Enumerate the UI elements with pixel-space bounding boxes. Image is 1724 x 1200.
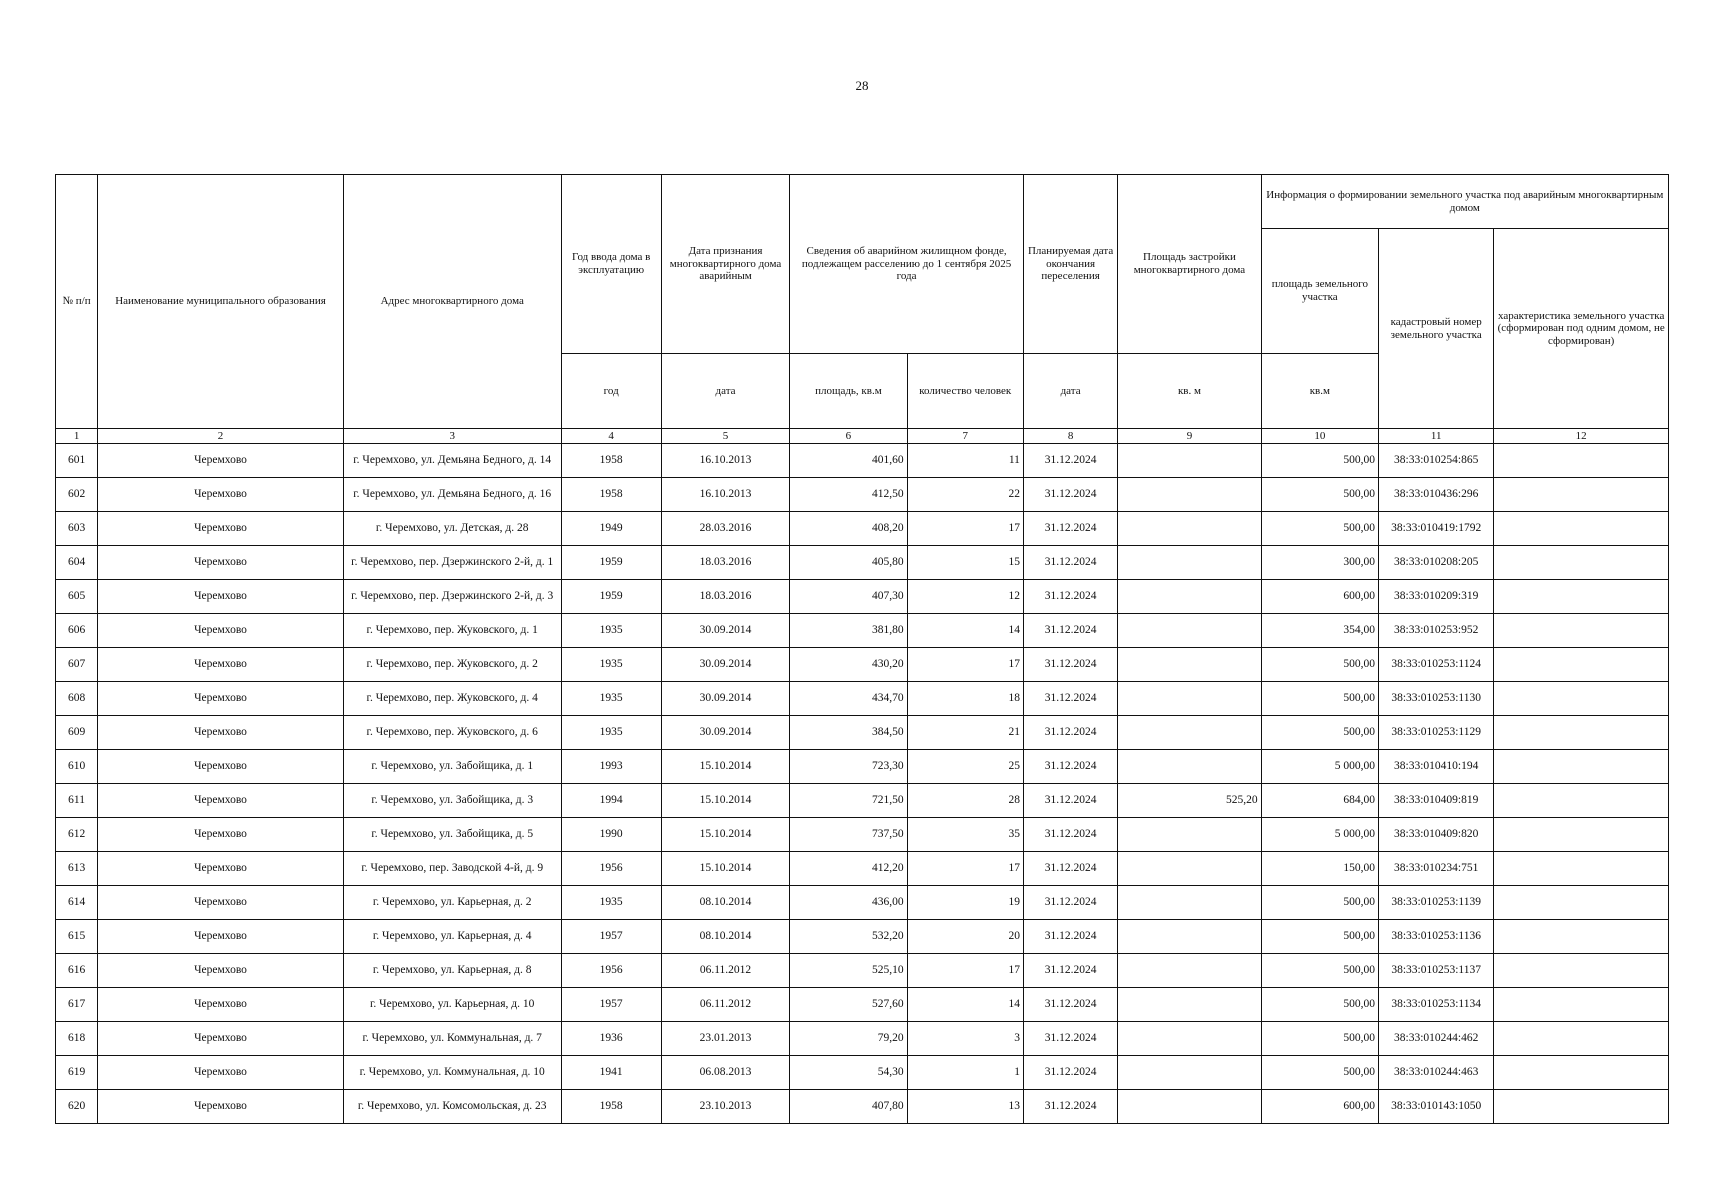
planned-date-cell: 31.12.2024	[1023, 954, 1117, 988]
cadastral-cell: 38:33:010253:1124	[1379, 648, 1494, 682]
area-cell: 412,50	[790, 478, 907, 512]
people-cell: 19	[907, 886, 1023, 920]
cadastral-cell: 38:33:010409:819	[1379, 784, 1494, 818]
row-number: 601	[56, 444, 98, 478]
header-num: № п/п	[56, 175, 98, 429]
row-number: 618	[56, 1022, 98, 1056]
land-char-cell	[1494, 512, 1669, 546]
address-cell: г. Черемхово, ул. Коммунальная, д. 7	[343, 1022, 561, 1056]
building-area-cell	[1118, 580, 1261, 614]
table-row	[56, 512, 1669, 546]
table-row	[56, 1022, 1669, 1056]
column-number: 8	[1023, 429, 1117, 444]
land-area-cell: 500,00	[1261, 954, 1378, 988]
people-cell: 1	[907, 1056, 1023, 1090]
land-area-cell: 354,00	[1261, 614, 1378, 648]
planned-date-cell: 31.12.2024	[1023, 1090, 1117, 1124]
planned-date-cell: 31.12.2024	[1023, 750, 1117, 784]
area-cell: 721,50	[790, 784, 907, 818]
date-cell: 23.01.2013	[661, 1022, 789, 1056]
building-area-cell	[1118, 1056, 1261, 1090]
area-cell: 436,00	[790, 886, 907, 920]
row-number: 610	[56, 750, 98, 784]
row-number: 615	[56, 920, 98, 954]
row-number: 611	[56, 784, 98, 818]
land-char-cell	[1494, 1022, 1669, 1056]
area-cell: 723,30	[790, 750, 907, 784]
municipality-cell: Черемхово	[98, 444, 344, 478]
municipality-cell: Черемхово	[98, 1022, 344, 1056]
land-char-cell	[1494, 682, 1669, 716]
people-cell: 11	[907, 444, 1023, 478]
land-area-cell: 600,00	[1261, 580, 1378, 614]
row-number: 614	[56, 886, 98, 920]
header-row-top	[56, 175, 1669, 229]
building-area-cell	[1118, 444, 1261, 478]
land-char-cell	[1494, 886, 1669, 920]
address-cell: г. Черемхово, пер. Заводской 4-й, д. 9	[343, 852, 561, 886]
unit-sqm: кв. м	[1118, 354, 1261, 429]
address-cell: г. Черемхово, ул. Карьерная, д. 8	[343, 954, 561, 988]
year-cell: 1956	[561, 954, 661, 988]
planned-date-cell: 31.12.2024	[1023, 478, 1117, 512]
municipality-cell: Черемхово	[98, 818, 344, 852]
people-cell: 15	[907, 546, 1023, 580]
planned-date-cell: 31.12.2024	[1023, 716, 1117, 750]
municipality-cell: Черемхово	[98, 750, 344, 784]
year-cell: 1957	[561, 988, 661, 1022]
land-area-cell: 600,00	[1261, 1090, 1378, 1124]
municipality-cell: Черемхово	[98, 580, 344, 614]
land-area-cell: 500,00	[1261, 716, 1378, 750]
area-cell: 527,60	[790, 988, 907, 1022]
column-number: 6	[790, 429, 907, 444]
land-char-cell	[1494, 716, 1669, 750]
land-char-cell	[1494, 920, 1669, 954]
year-cell: 1935	[561, 716, 661, 750]
planned-date-cell: 31.12.2024	[1023, 546, 1117, 580]
table-row	[56, 818, 1669, 852]
cadastral-cell: 38:33:010143:1050	[1379, 1090, 1494, 1124]
land-area-cell: 5 000,00	[1261, 818, 1378, 852]
address-cell: г. Черемхово, пер. Жуковского, д. 4	[343, 682, 561, 716]
year-cell: 1957	[561, 920, 661, 954]
area-cell: 79,20	[790, 1022, 907, 1056]
address-cell: г. Черемхово, пер. Жуковского, д. 2	[343, 648, 561, 682]
row-number: 607	[56, 648, 98, 682]
year-cell: 1941	[561, 1056, 661, 1090]
address-cell: г. Черемхово, ул. Демьяна Бедного, д. 16	[343, 478, 561, 512]
municipality-cell: Черемхово	[98, 852, 344, 886]
year-cell: 1959	[561, 580, 661, 614]
land-area-cell: 500,00	[1261, 1056, 1378, 1090]
area-cell: 407,30	[790, 580, 907, 614]
table-row	[56, 648, 1669, 682]
table-body	[56, 444, 1669, 1124]
building-area-cell	[1118, 546, 1261, 580]
land-area-cell: 500,00	[1261, 1022, 1378, 1056]
unit-date: дата	[661, 354, 789, 429]
table-row	[56, 954, 1669, 988]
land-area-cell: 684,00	[1261, 784, 1378, 818]
year-cell: 1935	[561, 614, 661, 648]
table-row	[56, 920, 1669, 954]
column-number: 2	[98, 429, 344, 444]
land-char-cell	[1494, 614, 1669, 648]
people-cell: 17	[907, 648, 1023, 682]
address-cell: г. Черемхово, ул. Забойщика, д. 1	[343, 750, 561, 784]
address-cell: г. Черемхово, пер. Дзержинского 2-й, д. 3	[343, 580, 561, 614]
date-cell: 30.09.2014	[661, 682, 789, 716]
municipality-cell: Черемхово	[98, 546, 344, 580]
header-land-area: площадь земельного участка	[1261, 229, 1378, 354]
row-number: 608	[56, 682, 98, 716]
people-cell: 14	[907, 614, 1023, 648]
planned-date-cell: 31.12.2024	[1023, 648, 1117, 682]
people-cell: 21	[907, 716, 1023, 750]
people-cell: 17	[907, 954, 1023, 988]
address-cell: г. Черемхово, ул. Забойщика, д. 5	[343, 818, 561, 852]
year-cell: 1935	[561, 682, 661, 716]
date-cell: 30.09.2014	[661, 716, 789, 750]
planned-date-cell: 31.12.2024	[1023, 580, 1117, 614]
land-char-cell	[1494, 818, 1669, 852]
building-area-cell	[1118, 682, 1261, 716]
area-cell: 525,10	[790, 954, 907, 988]
table-row	[56, 580, 1669, 614]
land-area-cell: 500,00	[1261, 512, 1378, 546]
municipality-cell: Черемхово	[98, 716, 344, 750]
municipality-cell: Черемхово	[98, 648, 344, 682]
row-number: 612	[56, 818, 98, 852]
area-cell: 434,70	[790, 682, 907, 716]
area-cell: 737,50	[790, 818, 907, 852]
area-cell: 532,20	[790, 920, 907, 954]
people-cell: 3	[907, 1022, 1023, 1056]
cadastral-cell: 38:33:010208:205	[1379, 546, 1494, 580]
row-number: 620	[56, 1090, 98, 1124]
header-land-info: Информация о формировании земельного участка под аварийным многоквартирным домом	[1261, 175, 1668, 229]
land-area-cell: 500,00	[1261, 920, 1378, 954]
year-cell: 1935	[561, 648, 661, 682]
planned-date-cell: 31.12.2024	[1023, 818, 1117, 852]
cadastral-cell: 38:33:010253:1134	[1379, 988, 1494, 1022]
planned-date-cell: 31.12.2024	[1023, 852, 1117, 886]
row-number: 609	[56, 716, 98, 750]
land-char-cell	[1494, 1090, 1669, 1124]
municipality-cell: Черемхово	[98, 1090, 344, 1124]
table-row	[56, 784, 1669, 818]
row-number: 606	[56, 614, 98, 648]
year-cell: 1958	[561, 444, 661, 478]
year-cell: 1935	[561, 886, 661, 920]
header-land-char: характеристика земельного участка (сформирован под одним домом, не сформирован)	[1494, 229, 1669, 429]
people-cell: 12	[907, 580, 1023, 614]
address-cell: г. Черемхово, пер. Жуковского, д. 1	[343, 614, 561, 648]
building-area-cell	[1118, 1090, 1261, 1124]
cadastral-cell: 38:33:010409:820	[1379, 818, 1494, 852]
year-cell: 1993	[561, 750, 661, 784]
planned-date-cell: 31.12.2024	[1023, 920, 1117, 954]
building-area-cell	[1118, 512, 1261, 546]
column-number: 12	[1494, 429, 1669, 444]
header-planned-date: Планируемая дата окончания переселения	[1023, 175, 1117, 354]
cadastral-cell: 38:33:010244:463	[1379, 1056, 1494, 1090]
municipality-cell: Черемхово	[98, 614, 344, 648]
planned-date-cell: 31.12.2024	[1023, 1022, 1117, 1056]
land-area-cell: 500,00	[1261, 444, 1378, 478]
land-char-cell	[1494, 648, 1669, 682]
land-area-cell: 300,00	[1261, 546, 1378, 580]
row-number: 603	[56, 512, 98, 546]
date-cell: 15.10.2014	[661, 818, 789, 852]
planned-date-cell: 31.12.2024	[1023, 886, 1117, 920]
header-building-area: Площадь застройки многоквартирного дома	[1118, 175, 1261, 354]
table-row	[56, 750, 1669, 784]
header-municipality: Наименование муниципального образования	[98, 175, 344, 429]
land-area-cell: 500,00	[1261, 886, 1378, 920]
area-cell: 405,80	[790, 546, 907, 580]
unit-area: площадь, кв.м	[790, 354, 907, 429]
cadastral-cell: 38:33:010209:319	[1379, 580, 1494, 614]
column-number-row	[56, 429, 1669, 444]
cadastral-cell: 38:33:010253:1130	[1379, 682, 1494, 716]
address-cell: г. Черемхово, ул. Карьерная, д. 2	[343, 886, 561, 920]
municipality-cell: Черемхово	[98, 682, 344, 716]
cadastral-cell: 38:33:010436:296	[1379, 478, 1494, 512]
cadastral-cell: 38:33:010410:194	[1379, 750, 1494, 784]
table-row	[56, 614, 1669, 648]
land-char-cell	[1494, 954, 1669, 988]
year-cell: 1936	[561, 1022, 661, 1056]
planned-date-cell: 31.12.2024	[1023, 988, 1117, 1022]
municipality-cell: Черемхово	[98, 512, 344, 546]
area-cell: 401,60	[790, 444, 907, 478]
row-number: 604	[56, 546, 98, 580]
date-cell: 15.10.2014	[661, 784, 789, 818]
land-char-cell	[1494, 852, 1669, 886]
table-row	[56, 1056, 1669, 1090]
cadastral-cell: 38:33:010253:1137	[1379, 954, 1494, 988]
cadastral-cell: 38:33:010234:751	[1379, 852, 1494, 886]
building-area-cell	[1118, 716, 1261, 750]
row-number: 617	[56, 988, 98, 1022]
people-cell: 17	[907, 512, 1023, 546]
row-number: 602	[56, 478, 98, 512]
date-cell: 06.11.2012	[661, 954, 789, 988]
cadastral-cell: 38:33:010253:1136	[1379, 920, 1494, 954]
column-number: 3	[343, 429, 561, 444]
header-emergency-fund: Сведения об аварийном жилищном фонде, подлежащем расселению до 1 сентября 2025 года	[790, 175, 1024, 354]
building-area-cell	[1118, 750, 1261, 784]
address-cell: г. Черемхово, пер. Дзержинского 2-й, д. 1	[343, 546, 561, 580]
people-cell: 14	[907, 988, 1023, 1022]
building-area-cell	[1118, 818, 1261, 852]
unit-year: год	[561, 354, 661, 429]
cadastral-cell: 38:33:010244:462	[1379, 1022, 1494, 1056]
emergency-housing-table	[55, 174, 1669, 1124]
municipality-cell: Черемхово	[98, 954, 344, 988]
planned-date-cell: 31.12.2024	[1023, 444, 1117, 478]
date-cell: 15.10.2014	[661, 750, 789, 784]
building-area-cell	[1118, 648, 1261, 682]
column-number: 5	[661, 429, 789, 444]
planned-date-cell: 31.12.2024	[1023, 1056, 1117, 1090]
planned-date-cell: 31.12.2024	[1023, 682, 1117, 716]
unit-people: количество человек	[907, 354, 1023, 429]
header-address: Адрес многоквартирного дома	[343, 175, 561, 429]
year-cell: 1958	[561, 1090, 661, 1124]
table-row	[56, 716, 1669, 750]
table-row	[56, 546, 1669, 580]
column-number: 1	[56, 429, 98, 444]
row-number: 619	[56, 1056, 98, 1090]
unit-date-planned: дата	[1023, 354, 1117, 429]
address-cell: г. Черемхово, ул. Забойщика, д. 3	[343, 784, 561, 818]
table-row	[56, 682, 1669, 716]
building-area-cell	[1118, 1022, 1261, 1056]
municipality-cell: Черемхово	[98, 988, 344, 1022]
address-cell: г. Черемхово, ул. Карьерная, д. 10	[343, 988, 561, 1022]
municipality-cell: Черемхово	[98, 784, 344, 818]
address-cell: г. Черемхово, ул. Детская, д. 28	[343, 512, 561, 546]
table-row	[56, 852, 1669, 886]
area-cell: 412,20	[790, 852, 907, 886]
column-number: 11	[1379, 429, 1494, 444]
people-cell: 13	[907, 1090, 1023, 1124]
building-area-cell	[1118, 920, 1261, 954]
cadastral-cell: 38:33:010419:1792	[1379, 512, 1494, 546]
date-cell: 30.09.2014	[661, 614, 789, 648]
area-cell: 384,50	[790, 716, 907, 750]
land-area-cell: 5 000,00	[1261, 750, 1378, 784]
area-cell: 381,80	[790, 614, 907, 648]
year-cell: 1958	[561, 478, 661, 512]
date-cell: 18.03.2016	[661, 580, 789, 614]
building-area-cell	[1118, 988, 1261, 1022]
building-area-cell	[1118, 852, 1261, 886]
planned-date-cell: 31.12.2024	[1023, 512, 1117, 546]
address-cell: г. Черемхово, ул. Демьяна Бедного, д. 14	[343, 444, 561, 478]
row-number: 605	[56, 580, 98, 614]
planned-date-cell: 31.12.2024	[1023, 614, 1117, 648]
row-number: 616	[56, 954, 98, 988]
year-cell: 1959	[561, 546, 661, 580]
cadastral-cell: 38:33:010253:1129	[1379, 716, 1494, 750]
column-number: 7	[907, 429, 1023, 444]
land-char-cell	[1494, 444, 1669, 478]
land-char-cell	[1494, 1056, 1669, 1090]
area-cell: 430,20	[790, 648, 907, 682]
year-cell: 1949	[561, 512, 661, 546]
column-number: 10	[1261, 429, 1378, 444]
municipality-cell: Черемхово	[98, 1056, 344, 1090]
land-area-cell: 500,00	[1261, 682, 1378, 716]
building-area-cell	[1118, 954, 1261, 988]
date-cell: 18.03.2016	[661, 546, 789, 580]
land-area-cell: 500,00	[1261, 648, 1378, 682]
unit-sqm-land: кв.м	[1261, 354, 1378, 429]
date-cell: 23.10.2013	[661, 1090, 789, 1124]
municipality-cell: Черемхово	[98, 886, 344, 920]
people-cell: 35	[907, 818, 1023, 852]
building-area-cell	[1118, 478, 1261, 512]
year-cell: 1994	[561, 784, 661, 818]
header-cadastral: кадастровый номер земельного участка	[1379, 229, 1494, 429]
land-char-cell	[1494, 478, 1669, 512]
building-area-cell	[1118, 614, 1261, 648]
date-cell: 16.10.2013	[661, 444, 789, 478]
date-cell: 30.09.2014	[661, 648, 789, 682]
table-row	[56, 1090, 1669, 1124]
column-number: 4	[561, 429, 661, 444]
land-char-cell	[1494, 546, 1669, 580]
area-cell: 408,20	[790, 512, 907, 546]
address-cell: г. Черемхово, пер. Жуковского, д. 6	[343, 716, 561, 750]
cadastral-cell: 38:33:010253:952	[1379, 614, 1494, 648]
people-cell: 20	[907, 920, 1023, 954]
address-cell: г. Черемхово, ул. Комсомольская, д. 23	[343, 1090, 561, 1124]
building-area-cell: 525,20	[1118, 784, 1261, 818]
date-cell: 08.10.2014	[661, 920, 789, 954]
land-area-cell: 150,00	[1261, 852, 1378, 886]
date-cell: 16.10.2013	[661, 478, 789, 512]
row-number: 613	[56, 852, 98, 886]
header-date-recognized: Дата признания многоквартирного дома аварийным	[661, 175, 789, 354]
address-cell: г. Черемхово, ул. Коммунальная, д. 10	[343, 1056, 561, 1090]
land-char-cell	[1494, 988, 1669, 1022]
planned-date-cell: 31.12.2024	[1023, 784, 1117, 818]
year-cell: 1990	[561, 818, 661, 852]
people-cell: 18	[907, 682, 1023, 716]
year-cell: 1956	[561, 852, 661, 886]
table-row	[56, 886, 1669, 920]
municipality-cell: Черемхово	[98, 478, 344, 512]
date-cell: 08.10.2014	[661, 886, 789, 920]
header-year-built: Год ввода дома в эксплуатацию	[561, 175, 661, 354]
people-cell: 25	[907, 750, 1023, 784]
column-number: 9	[1118, 429, 1261, 444]
people-cell: 17	[907, 852, 1023, 886]
people-cell: 28	[907, 784, 1023, 818]
municipality-cell: Черемхово	[98, 920, 344, 954]
building-area-cell	[1118, 886, 1261, 920]
cadastral-cell: 38:33:010253:1139	[1379, 886, 1494, 920]
area-cell: 407,80	[790, 1090, 907, 1124]
area-cell: 54,30	[790, 1056, 907, 1090]
land-char-cell	[1494, 580, 1669, 614]
table-row	[56, 478, 1669, 512]
land-area-cell: 500,00	[1261, 988, 1378, 1022]
people-cell: 22	[907, 478, 1023, 512]
date-cell: 28.03.2016	[661, 512, 789, 546]
date-cell: 15.10.2014	[661, 852, 789, 886]
land-char-cell	[1494, 784, 1669, 818]
date-cell: 06.11.2012	[661, 988, 789, 1022]
table-row	[56, 444, 1669, 478]
date-cell: 06.08.2013	[661, 1056, 789, 1090]
table-row	[56, 988, 1669, 1022]
page-number: 28	[855, 78, 869, 93]
land-char-cell	[1494, 750, 1669, 784]
cadastral-cell: 38:33:010254:865	[1379, 444, 1494, 478]
land-area-cell: 500,00	[1261, 478, 1378, 512]
address-cell: г. Черемхово, ул. Карьерная, д. 4	[343, 920, 561, 954]
